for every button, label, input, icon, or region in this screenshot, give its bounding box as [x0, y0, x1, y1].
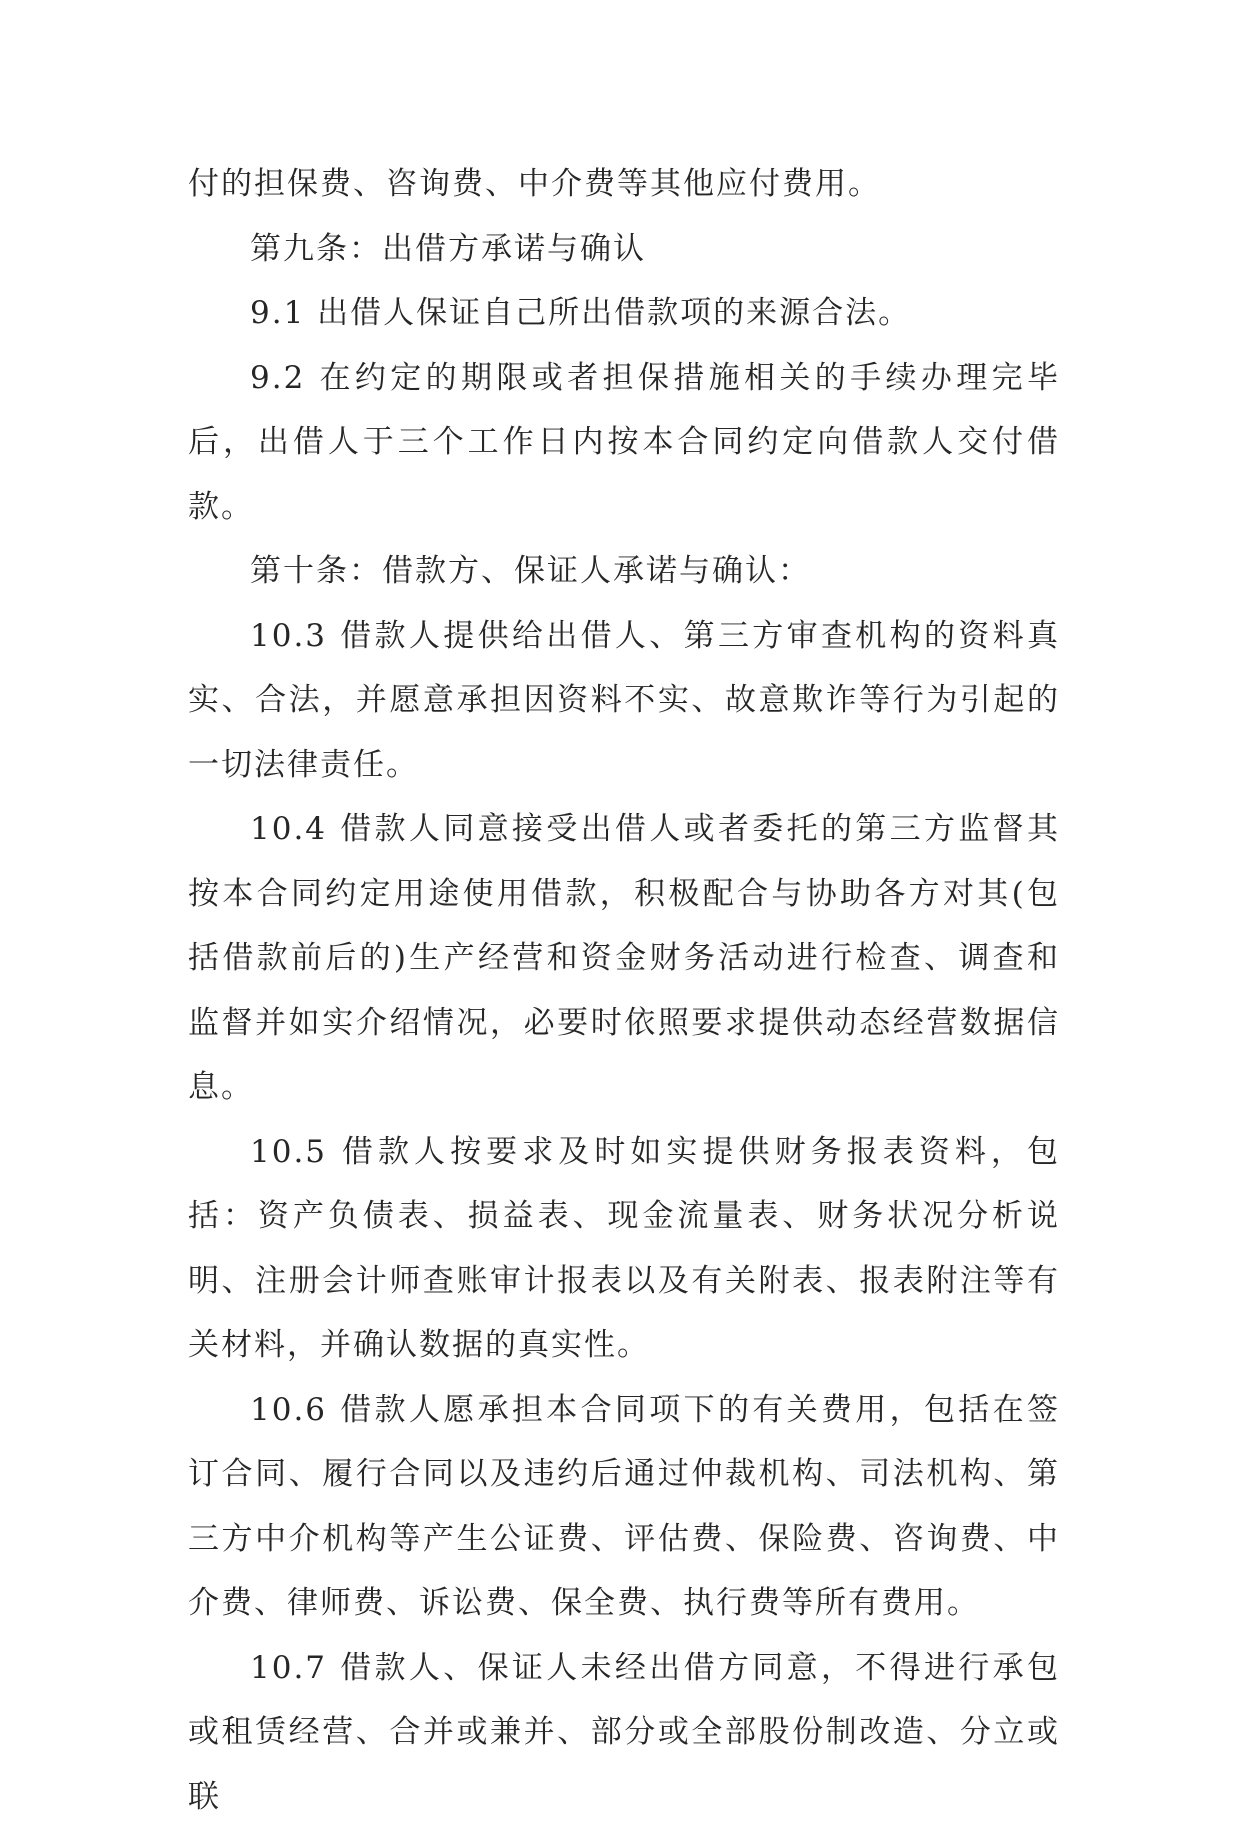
document-body — [188, 152, 1060, 1829]
clause-9-1: 9.1 出借人保证自己所出借款项的来源合法。 — [188, 281, 1060, 346]
paragraph-fee-continuation: 付的担保费、咨询费、中介费等其他应付费用。 — [188, 152, 1060, 217]
clause-10-5: 10.5 借款人按要求及时如实提供财务报表资料，包括：资产负债表、损益表、现金流量表、财务状况分析说明、注册会计师查账审计报表以及有关附表、报表附注等有关材料，并确认数据的真实性。 — [188, 1120, 1060, 1378]
article-10-heading: 第十条：借款方、保证人承诺与确认： — [188, 539, 1060, 604]
clause-10-4: 10.4 借款人同意接受出借人或者委托的第三方监督其按本合同约定用途使用借款，积极配合与协助各方对其(包括借款前后的)生产经营和资金财务活动进行检查、调查和监督并如实介绍情况，必要时依照要求提供动态经营数据信息。 — [188, 797, 1060, 1120]
clause-10-7: 10.7 借款人、保证人未经出借方同意，不得进行承包或租赁经营、合并或兼并、部分或全部股份制改造、分立或联 — [188, 1636, 1060, 1829]
clause-10-6: 10.6 借款人愿承担本合同项下的有关费用，包括在签订合同、履行合同以及违约后通过仲裁机构、司法机构、第三方中介机构等产生公证费、评估费、保险费、咨询费、中介费、律师费、诉讼费、保全费、执行费等所有费用。 — [188, 1378, 1060, 1636]
article-9-heading: 第九条：出借方承诺与确认 — [188, 217, 1060, 282]
clause-10-3: 10.3 借款人提供给出借人、第三方审查机构的资料真实、合法，并愿意承担因资料不实、故意欺诈等行为引起的一切法律责任。 — [188, 604, 1060, 798]
clause-9-2: 9.2 在约定的期限或者担保措施相关的手续办理完毕后，出借人于三个工作日内按本合同约定向借款人交付借款。 — [188, 346, 1060, 540]
